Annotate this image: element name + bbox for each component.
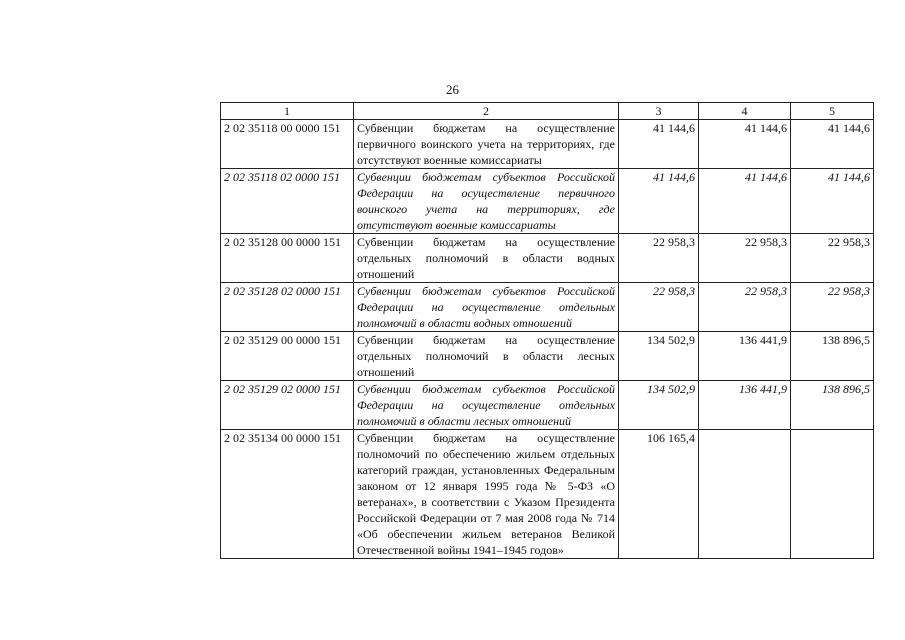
amount-col5-cell: 138 896,5 [791, 332, 874, 381]
budget-code-cell: 2 02 35118 02 0000 151 [221, 169, 354, 234]
description-cell: Субвенции бюджетам на осуществление первичного воинского учета на территориях, где отсутствуют военные комиссариаты [354, 120, 619, 169]
table-row [221, 120, 874, 169]
column-header-2: 2 [354, 103, 619, 120]
amount-col4-cell [699, 430, 791, 559]
budget-code-cell: 2 02 35118 00 0000 151 [221, 120, 354, 169]
amount-col5-cell: 22 958,3 [791, 234, 874, 283]
budget-code-cell: 2 02 35134 00 0000 151 [221, 430, 354, 559]
amount-col3-cell: 22 958,3 [619, 283, 699, 332]
table-row [221, 169, 874, 234]
amount-col3-cell: 41 144,6 [619, 169, 699, 234]
amount-col5-cell: 41 144,6 [791, 169, 874, 234]
budget-code-cell: 2 02 35129 02 0000 151 [221, 381, 354, 430]
description-cell: Субвенции бюджетам субъектов Российской Федерации на осуществление отдельных полномочий в области водных отношений [354, 283, 619, 332]
amount-col5-cell: 138 896,5 [791, 381, 874, 430]
amount-col5-cell: 41 144,6 [791, 120, 874, 169]
header-row [221, 103, 874, 120]
table-row [221, 234, 874, 283]
column-header-4: 4 [699, 103, 791, 120]
column-header-1: 1 [221, 103, 354, 120]
page-number: 26 [446, 82, 459, 97]
amount-col4-cell: 136 441,9 [699, 381, 791, 430]
budget-code-cell: 2 02 35128 02 0000 151 [221, 283, 354, 332]
amount-col3-cell: 134 502,9 [619, 332, 699, 381]
column-header-5: 5 [791, 103, 874, 120]
table-row [221, 381, 874, 430]
amount-col3-cell: 41 144,6 [619, 120, 699, 169]
subventions-table [220, 102, 874, 559]
amount-col4-cell: 41 144,6 [699, 169, 791, 234]
table-row [221, 332, 874, 381]
amount-col4-cell: 22 958,3 [699, 283, 791, 332]
amount-col4-cell: 41 144,6 [699, 120, 791, 169]
description-cell: Субвенции бюджетам субъектов Российской Федерации на осуществление отдельных полномочий в области лесных отношений [354, 381, 619, 430]
amount-col3-cell: 134 502,9 [619, 381, 699, 430]
column-header-3: 3 [619, 103, 699, 120]
amount-col3-cell: 22 958,3 [619, 234, 699, 283]
description-cell: Субвенции бюджетам на осуществление отдельных полномочий в области водных отношений [354, 234, 619, 283]
budget-code-cell: 2 02 35128 00 0000 151 [221, 234, 354, 283]
description-cell: Субвенции бюджетам субъектов Российской Федерации на осуществление первичного воинского учета на территориях, где отсутствуют военные комиссариаты [354, 169, 619, 234]
table-row [221, 430, 874, 559]
budget-code-cell: 2 02 35129 00 0000 151 [221, 332, 354, 381]
amount-col4-cell: 136 441,9 [699, 332, 791, 381]
table-row [221, 283, 874, 332]
description-cell: Субвенции бюджетам на осуществление полномочий по обеспечению жильем отдельных категорий граждан, установленных Федеральным законом от 12 января 1995 года № 5-ФЗ «О ветеранах», в соответствии с Указом Президента Российской Федерации от 7 мая 2008 года № 714 «Об обеспечении жильем ветеранов Великой Отечественной войны 1941–1945 годов» [354, 430, 619, 559]
amount-col3-cell: 106 165,4 [619, 430, 699, 559]
description-cell: Субвенции бюджетам на осуществление отдельных полномочий в области лесных отношений [354, 332, 619, 381]
amount-col5-cell: 22 958,3 [791, 283, 874, 332]
amount-col5-cell [791, 430, 874, 559]
amount-col4-cell: 22 958,3 [699, 234, 791, 283]
